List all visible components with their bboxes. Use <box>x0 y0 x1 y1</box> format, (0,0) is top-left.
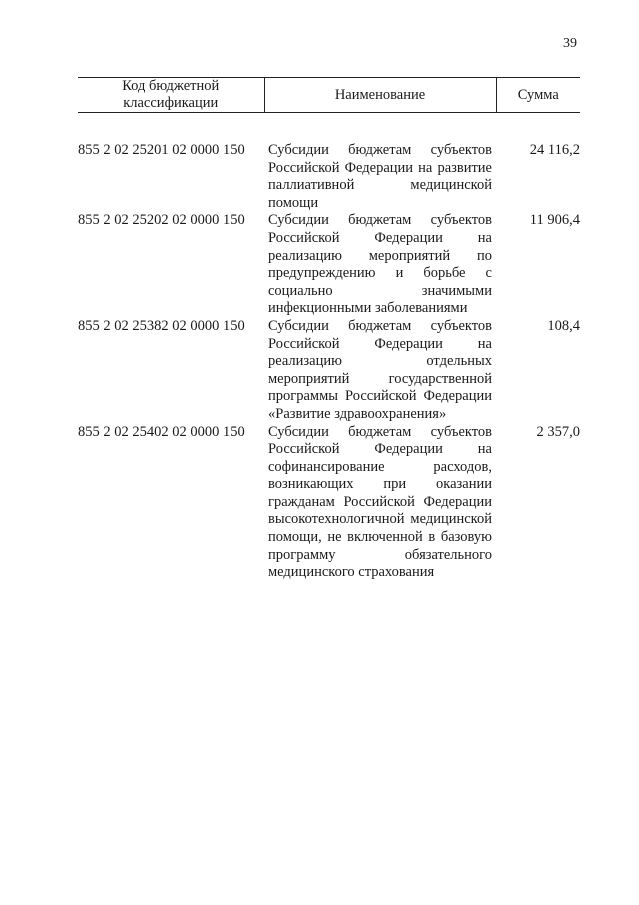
row-sum: 2 357,0 <box>536 423 580 440</box>
header-name: Наименование <box>264 78 496 113</box>
row-sum: 24 116,2 <box>529 142 580 158</box>
header-sum: Сумма <box>496 78 580 113</box>
header-code: Код бюджетной классификации <box>78 78 264 113</box>
row-code: 855 2 02 25202 02 0000 150 <box>78 212 245 229</box>
budget-table <box>78 77 580 582</box>
row-name <box>264 424 496 582</box>
row-code: 855 2 02 25382 02 0000 150 <box>78 317 245 334</box>
row-sum: 11 906,4 <box>529 212 580 229</box>
table-row <box>78 142 580 212</box>
row-code: 855 2 02 25201 02 0000 150 <box>78 142 245 158</box>
table-row <box>78 212 580 318</box>
row-name <box>264 318 496 424</box>
row-name-text: Субсидии бюджетам субъектов Российской Федерации на развитие паллиативной медицинской помощи <box>268 142 492 211</box>
row-name <box>264 142 496 212</box>
row-code: 855 2 02 25402 02 0000 150 <box>78 423 245 440</box>
table-spacer-row <box>78 113 580 143</box>
row-name-text: Субсидии бюджетам субъектов Российской Федерации на реализацию мероприятий по предупреждению и борьбе с социально значимыми инфекционными заболеваниями <box>268 212 492 317</box>
page-number: 39 <box>563 36 577 51</box>
table-row <box>78 424 580 582</box>
row-name-text: Субсидии бюджетам субъектов Российской Федерации на софинансирование расходов, возникающих при оказании гражданам Российской Федерации высокотехнологичной медицинской помощи, не включенной в базовую программу обязательного медицинского страхования <box>268 423 492 581</box>
row-sum: 108,4 <box>547 317 580 334</box>
row-name-text: Субсидии бюджетам субъектов Российской Федерации на реализацию отдельных мероприятий государственной программы Российской Федерации «Развитие здравоохранения» <box>268 317 492 422</box>
table-header-row <box>78 78 580 113</box>
table-row <box>78 318 580 424</box>
row-name <box>264 212 496 318</box>
